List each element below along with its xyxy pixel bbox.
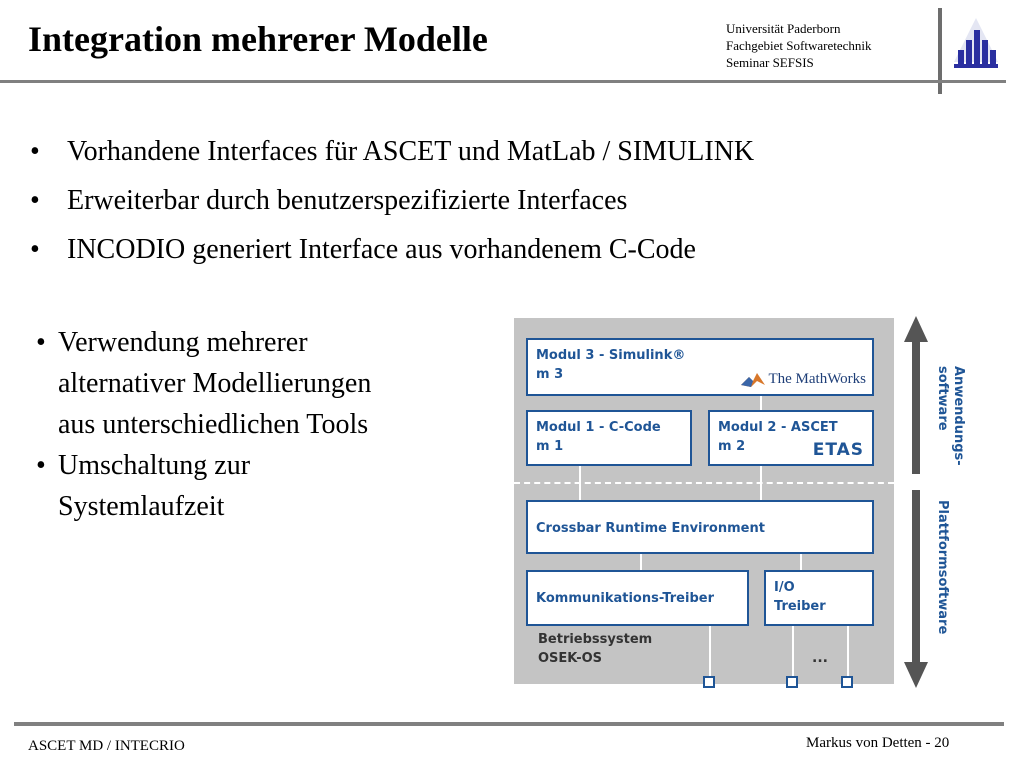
mathworks-text: The MathWorks <box>768 371 866 387</box>
bullet-dot: • <box>36 450 46 481</box>
down-arrow-icon <box>904 490 928 688</box>
bullet-dot: • <box>30 185 40 216</box>
treiber-label: Treiber <box>774 599 826 614</box>
seminar-name: Seminar SEFSIS <box>726 55 814 70</box>
layer-arrows <box>902 316 930 688</box>
side-label-application-text: Anwendungs- software <box>935 366 966 466</box>
bullet-dot: • <box>30 136 40 167</box>
ellipsis: ... <box>812 650 828 666</box>
komm-treiber-box <box>526 570 749 626</box>
os-label-line2: OSEK-OS <box>538 651 603 666</box>
modul2-label: Modul 2 - ASCET <box>718 420 838 435</box>
modul3-id: m 3 <box>536 367 564 382</box>
bullet-text: Erweiterbar durch benutzerspezifizierte Interfaces <box>67 185 628 216</box>
bullet-text: alternativer Modellierungen <box>58 368 372 399</box>
bullet-text: Vorhandene Interfaces für ASCET und MatLab / SIMULINK <box>67 136 755 167</box>
bullet-text: Umschaltung zur <box>58 450 251 481</box>
bullet-text: INCODIO generiert Interface aus vorhandenem C-Code <box>67 234 696 265</box>
bullet-dot: • <box>36 327 46 358</box>
footer-divider <box>14 722 1004 726</box>
mathworks-logo <box>741 370 866 389</box>
layer-separator <box>514 482 894 484</box>
io-treiber-box <box>764 570 874 626</box>
modul2-id: m 2 <box>718 439 746 454</box>
crossbar-label: Crossbar Runtime Environment <box>536 521 765 536</box>
footer-right: Markus von Detten - 20 <box>806 735 950 751</box>
connector <box>792 626 794 678</box>
modul1-box <box>526 410 692 466</box>
connector <box>847 626 849 678</box>
komm-treiber-label: Kommunikations-Treiber <box>536 591 714 606</box>
modul3-box <box>526 338 874 396</box>
list-item <box>36 445 371 527</box>
list-item <box>30 234 754 283</box>
port-icon <box>841 676 853 688</box>
list-item <box>36 322 371 445</box>
connector <box>709 626 711 678</box>
connector <box>760 396 762 410</box>
list-item <box>30 185 754 234</box>
footer-left: ASCET MD / INTECRIO <box>28 738 185 754</box>
side-label-application <box>934 366 966 466</box>
side-label-platform: Plattformsoftware <box>935 500 950 635</box>
top-bullet-list <box>30 136 754 283</box>
etas-logo: ETAS <box>812 440 864 460</box>
bullet-text: Verwendung mehrerer <box>58 327 308 358</box>
modul1-id: m 1 <box>536 439 564 454</box>
header-divider <box>0 80 1006 83</box>
header-info <box>726 20 871 71</box>
crossbar-box <box>526 500 874 554</box>
connector <box>640 554 642 570</box>
left-bullet-list <box>36 322 371 527</box>
os-label <box>538 630 652 668</box>
os-label-line1: Betriebssystem <box>538 632 653 647</box>
university-name: Universität Paderborn <box>726 21 841 36</box>
connector <box>800 554 802 570</box>
list-item <box>30 136 754 185</box>
bullet-text: aus unterschiedlichen Tools <box>58 409 369 440</box>
university-logo-icon <box>952 16 1000 70</box>
up-arrow-icon <box>904 316 928 474</box>
io-label: I/O <box>774 580 795 595</box>
bullet-dot: • <box>30 234 40 265</box>
modul1-label: Modul 1 - C-Code <box>536 420 661 435</box>
bullet-text: Systemlaufzeit <box>58 491 225 522</box>
page-title: Integration mehrerer Modelle <box>28 19 488 59</box>
port-icon <box>786 676 798 688</box>
modul3-label: Modul 3 - Simulink® <box>536 348 686 363</box>
modul2-box <box>708 410 874 466</box>
port-icon <box>703 676 715 688</box>
department-name: Fachgebiet Softwaretechnik <box>726 38 872 53</box>
mathworks-icon <box>741 371 765 389</box>
